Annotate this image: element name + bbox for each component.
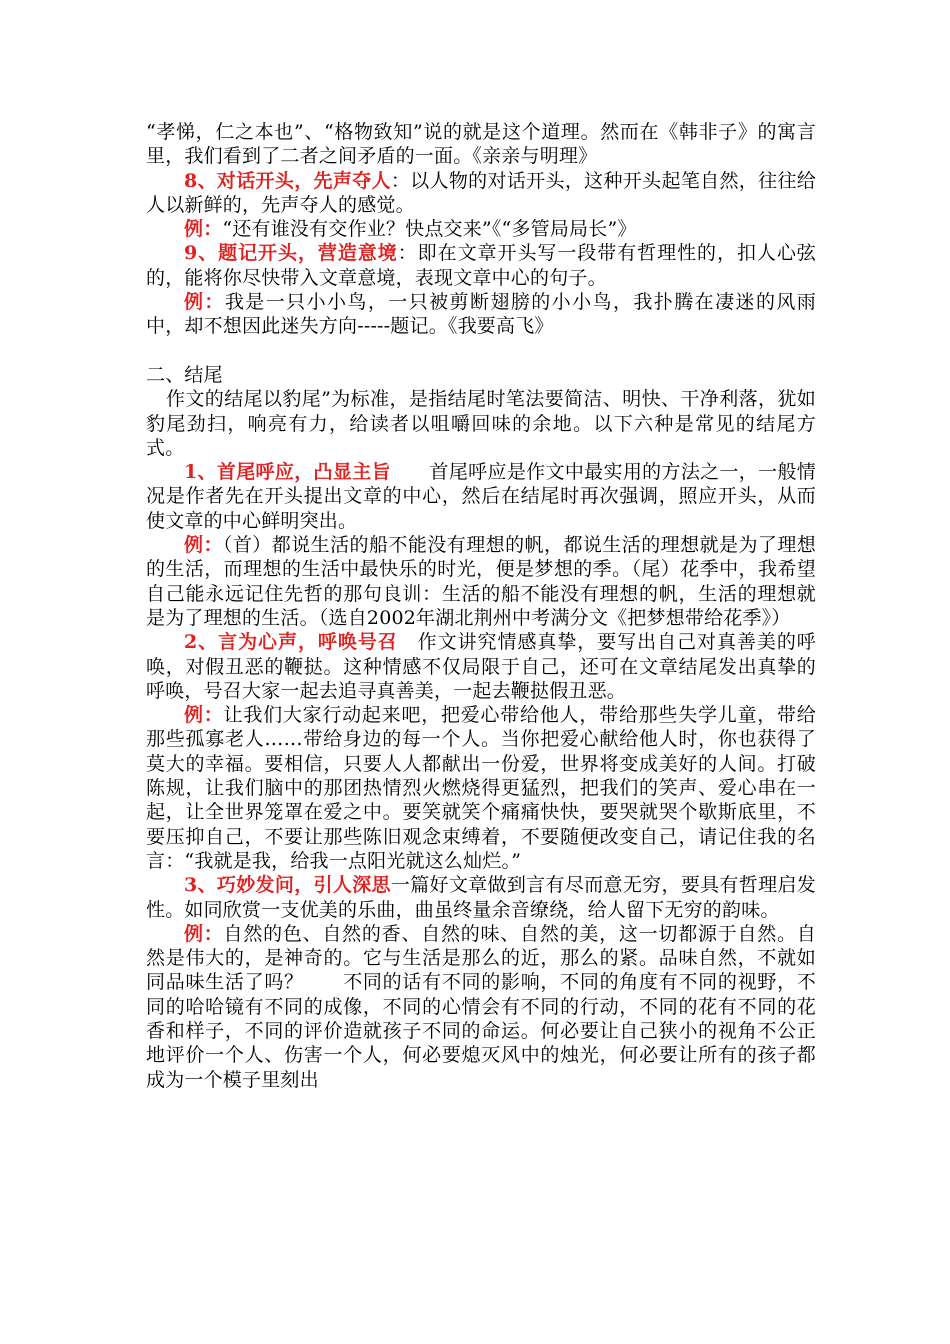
paragraph-example-ending-1: 例：（首）都说生活的船不能没有理想的帆，都说生活的理想就是为了理想的生活，而理想的生活中最快乐的时光，便是梦想的季。（尾）花季中，我希望自己能永远记住先哲的那句良训：生活的船不能没有理想的帆，生活的理想就是为了理想的生活。（选自2002年湖北荆州中考满分文《把梦想带给花季》）	[146, 534, 817, 629]
paragraph-example-8: 例：“还有谁没有交作业？快点交来”《“多管局局长”》	[184, 218, 637, 241]
document-page	[146, 120, 816, 1092]
heading-echo-ending: 1、首尾呼应，凸显主旨	[184, 461, 391, 484]
heading-call-ending: 2、言为心声，呼唤号召	[184, 631, 398, 654]
example-label: 例：	[184, 218, 223, 241]
blank-line	[146, 339, 816, 363]
paragraph-opening-8: 8、对话开头，先声夺人：以人物的对话开头，这种开头起笔自然，往往给人以新鲜的，先声夺人的感觉。	[146, 169, 816, 216]
example-label: 例：	[184, 922, 224, 945]
example-label: 例：	[184, 291, 225, 314]
paragraph-ending-3: 3、巧妙发问，引人深思一篇好文章做到言有尽而意无穷，要具有哲理启发性。如同欣赏一支优美的乐曲，曲虽终量余音缭绕，给人留下无穷的韵味。	[146, 874, 816, 921]
paragraph-1: “孝悌，仁之本也”、“格物致知”说的就是这个道理。然而在《韩非子》的寓言里，我们看到了二者之间矛盾的一面。《亲亲与明理》	[146, 121, 816, 168]
paragraph-example-9: 例：我是一只小小鸟，一只被剪断翅膀的小小鸟，我扑腾在凄迷的风雨中，却不想因此迷失方向-----题记。《我要高飞》	[146, 291, 816, 338]
heading-dialogue-opening: 8、对话开头，先声夺人	[184, 169, 391, 192]
paragraph-example-ending-3: 例：自然的色、自然的香、自然的味、自然的美，这一切都源于自然。自然是伟大的，是神奇的。它与生活是那么的近，那么的紧。品味自然，不就如同品味生活了吗？ 不同的话有不同的影响，不同的角度有不同的视野，不同的哈哈镜有不同的成像，不同的心情会有不同的行动，不同的花有不同的花香和样子，不同的评价造就孩子不同的命运。何必要让自己狭小的视角不公正地评价一个人、伤害一个人，何必要熄灭风中的烛光，何必要让所有的孩子都成为一个模子里刻出	[146, 922, 816, 1091]
paragraph-example-ending-2: 例：让我们大家行动起来吧，把爱心带给他人，带给那些失学儿童，带给那些孤寡老人……带给身边的每一个人。当你把爱心献给他人时，你也获得了莫大的幸福。要相信，只要人人都献出一份爱，世界将变成美好的人间。打破陈规，让我们脑中的那团热情烈火燃烧得更猛烈，把我们的笑声、爱心串在一起，让全世界笼罩在爱之中。要笑就笑个痛痛快快，要哭就哭个歇斯底里，不要压抑自己，不要让那些陈旧观念束缚着，不要随便改变自己，请记住我的名言：“我就是我，给我一点阳光就这么灿烂。”	[146, 704, 816, 872]
example-label: 例：	[184, 704, 224, 727]
paragraph-ending-1: 1、首尾呼应，凸显主旨 首尾呼应是作文中最实用的方法之一，一般情况是作者先在开头提出文章的中心，然后在结尾时再次强调，照应开头，从而使文章的中心鲜明突出。	[146, 461, 816, 532]
section-title-ending: 二、结尾	[146, 363, 223, 386]
paragraph-ending-intro: 作文的结尾以豹尾”为标准，是指结尾时笔法要简洁、明快、干净利落，犹如豹尾劲扫，响亮有力，给读者以咀嚼回味的余地。以下六种是常见的结尾方式。	[146, 388, 816, 459]
paragraph-opening-9: 9、题记开头，营造意境：即在文章开头写一段带有哲理性的，扣人心弦的，能将你尽快带入文章意境，表现文章中心的句子。	[146, 242, 817, 289]
example-label: 例：	[184, 534, 223, 557]
paragraph-ending-2: 2、言为心声，呼唤号召 作文讲究情感真挚，要写出自己对真善美的呼唤，对假丑恶的鞭挞。这种情感不仅局限于自己，还可在文章结尾发出真挚的呼唤，号召大家一起去追寻真善美，一起去鞭挞假丑恶。	[146, 631, 817, 702]
heading-epigraph-opening: 9、题记开头，营造意境	[184, 242, 398, 265]
heading-question-ending: 3、巧妙发问，引人深思	[184, 874, 391, 897]
